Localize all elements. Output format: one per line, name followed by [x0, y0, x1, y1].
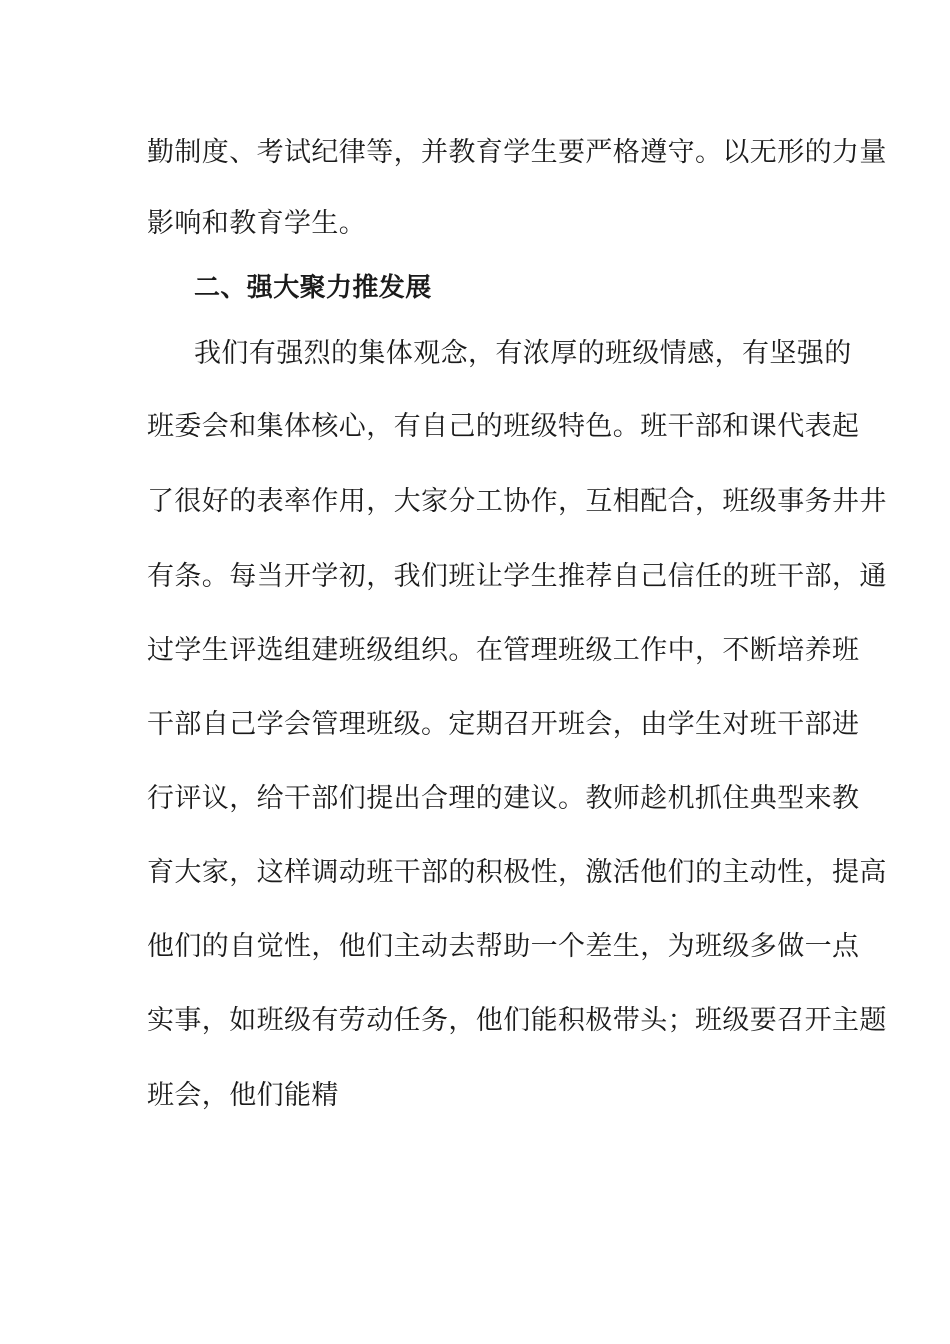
paragraph-line: 勤制度、考试纪律等，并教育学生要严格遵守。以无形的力量 [147, 137, 887, 168]
paragraph-line: 我们有强烈的集体观念，有浓厚的班级情感，有坚强的 [194, 338, 852, 369]
paragraph-line: 影响和教育学生。 [147, 208, 367, 239]
paragraph-line: 班会，他们能精 [147, 1080, 339, 1111]
paragraph-line: 过学生评选组建班级组织。在管理班级工作中，不断培养班 [147, 635, 860, 666]
paragraph-line: 行评议，给干部们提出合理的建议。教师趁机抓住典型来教 [147, 783, 860, 814]
section-heading: 二、强大聚力推发展 [194, 273, 432, 303]
paragraph-line: 育大家，这样调动班干部的积极性，激活他们的主动性，提高 [147, 857, 887, 888]
paragraph-line: 班委会和集体核心，有自己的班级特色。班干部和课代表起 [147, 411, 860, 442]
paragraph-line: 他们的自觉性，他们主动去帮助一个差生，为班级多做一点 [147, 931, 860, 962]
paragraph-line: 了很好的表率作用，大家分工协作，互相配合，班级事务井井 [147, 486, 887, 517]
paragraph-line: 有条。每当开学初，我们班让学生推荐自己信任的班干部，通 [147, 561, 887, 592]
paragraph-line: 实事，如班级有劳动任务，他们能积极带头；班级要召开主题 [147, 1005, 887, 1036]
paragraph-line: 干部自己学会管理班级。定期召开班会，由学生对班干部进 [147, 709, 860, 740]
